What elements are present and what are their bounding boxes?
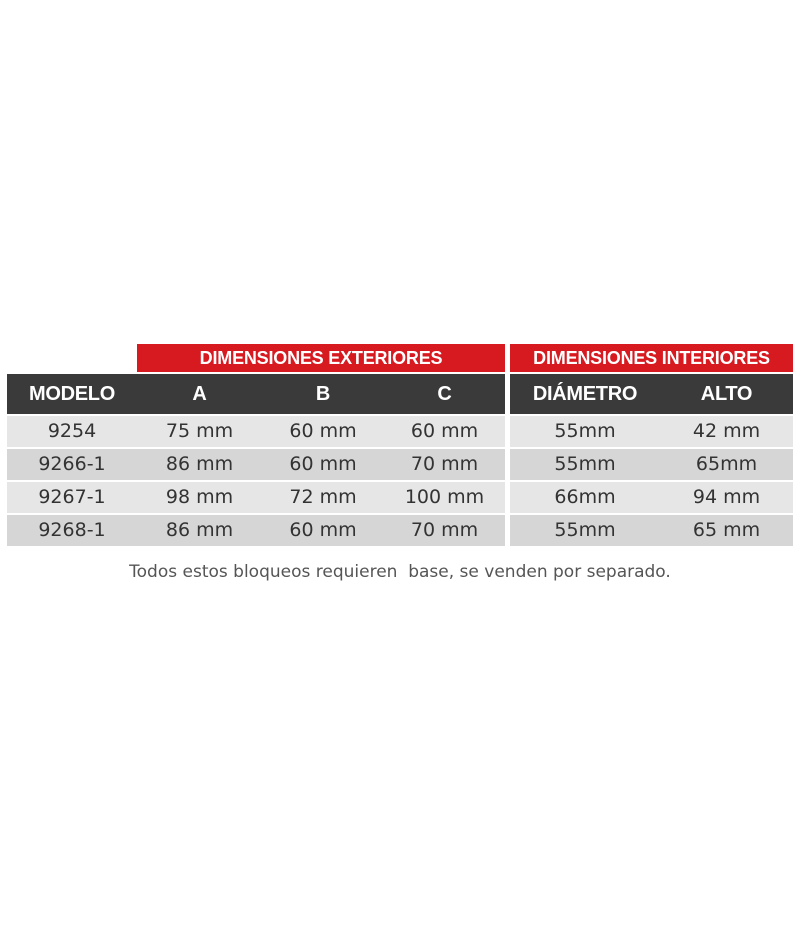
column-header-b: B [315,383,331,405]
cell-modelo: 9267-1 [38,486,106,508]
group-header-exterior: DIMENSIONES EXTERIORES [137,344,505,372]
cell-alto: 65mm [695,453,758,475]
column-header-diametro: DIÁMETRO [532,383,638,405]
cell-modelo: 9254 [47,420,97,442]
column-header-bar-interior [510,374,793,414]
cell-diametro: 55mm [554,519,616,541]
cell-c: 70 mm [410,519,479,541]
cell-a: 75 mm [165,420,234,442]
column-header-c: C [437,383,452,405]
cell-diametro: 55mm [554,420,616,442]
column-header-modelo: MODELO [29,383,115,405]
cell-b: 72 mm [289,486,357,508]
cell-c: 60 mm [410,420,479,442]
cell-c: 100 mm [404,486,485,508]
cell-c: 70 mm [410,453,479,475]
table-row-interior [510,515,793,546]
table-row-exterior [7,449,505,480]
cell-b: 60 mm [289,420,357,442]
cell-alto: 42 mm [692,420,761,442]
table-row-interior [510,482,793,513]
footnote: Todos estos bloqueos requieren base, se venden por separado. [129,562,671,582]
cell-modelo: 9266-1 [38,453,106,475]
cell-diametro: 66mm [554,486,616,508]
table-row-exterior [7,515,505,546]
cell-a: 86 mm [165,453,234,475]
cell-b: 60 mm [289,453,357,475]
cell-a: 86 mm [165,519,234,541]
cell-alto: 94 mm [692,486,761,508]
cell-diametro: 55mm [554,453,616,475]
table-row-interior [510,449,793,480]
cell-b: 60 mm [289,519,357,541]
table-row-exterior [7,416,505,447]
column-header-alto: ALTO [700,383,753,405]
table-row-interior [510,416,793,447]
column-header-a: A [192,383,207,405]
group-header-interior: DIMENSIONES INTERIORES [510,344,793,372]
table-row-exterior [7,482,505,513]
column-header-bar-exterior [7,374,505,414]
cell-a: 98 mm [165,486,234,508]
cell-alto: 65 mm [692,519,761,541]
cell-modelo: 9268-1 [38,519,106,541]
